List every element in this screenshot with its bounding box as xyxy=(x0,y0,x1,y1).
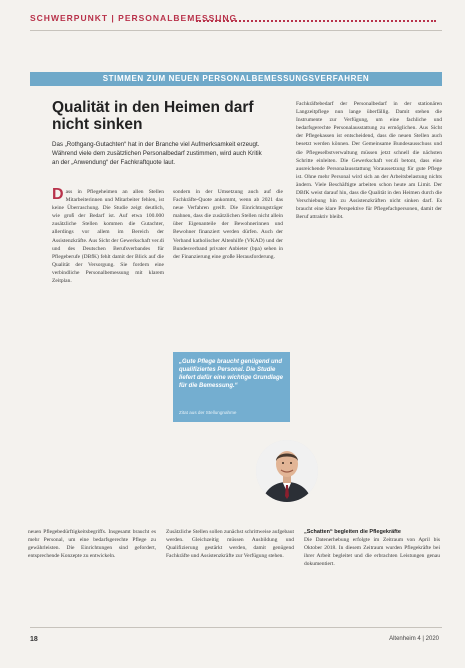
article-headline: Qualität in den Heimen darf nicht sinken xyxy=(52,99,254,133)
bottom-column-2-text: Zusätzliche Stellen sollen zunächst schrittweise aufgebaut werden. Gleichzeitig müssen Ausbildung und Qualifizierung gestärkt werden, damit genügend Fachkräfte und Assistenzkräfte zur Verfügung stehen. xyxy=(166,529,294,560)
article-column-2 xyxy=(173,188,283,261)
bottom-column-1-text: neuen Pflegebedürftigkeitsbegriffs. Insgesamt braucht es mehr Personal, um eine bedarfsgerechte Pflege zu gewährleisten. Die Einrichtungen sind gefordert, entsprechende Konzepte zu entwickeln. xyxy=(28,529,156,560)
section-kicker: SCHWERPUNKT | PERSONALBEMESSUNG xyxy=(30,13,238,23)
top-divider xyxy=(30,30,442,31)
column-2-text: sondern in der Umsetzung auch auf die Fachkräfte-Quote ankommt, wenn ab 2021 das neue Verfahren greift. Die Einrichtungsträger mahnen, dass die zusätzlichen Stellen nicht allein über Eigenanteile der Bewohnerinnen und Bewohner finanziert werden dürfen. Auch der Verband katholischer Altenhilfe (VKAD) und der Bundesverband privater Anbieter (bpa) sehen in der Finanzierung eine große Herausforderung. xyxy=(173,189,283,260)
bottom-column-3 xyxy=(304,528,440,568)
pull-quote-text: „Gute Pflege braucht genügend und qualifiziertes Personal. Die Studie liefert dafür eine wichtige Grundlage für die Bemessung.“ xyxy=(179,359,284,389)
bottom-divider xyxy=(30,627,442,628)
bottom-column-2 xyxy=(166,528,294,560)
topic-banner: STIMMEN ZUM NEUEN PERSONALBEMESSUNGSVERFAHREN xyxy=(30,72,442,86)
article-column-1 xyxy=(52,188,164,285)
column-3-text: Fachkräftebedarf der Personalbedarf in der stationären Langzeitpflege nun lange überfällig. Damit stehen die Instrumente zur Verfügung, um eine fachliche und bedarfsgerechte Personalausstattung zu ermöglichen. Aus Sicht der Pflegekassen ist entscheidend, dass die neuen Stellen auch besetzt werden können. Der Gemeinsame Bundesausschuss und die Pflegeselbstverwaltung müssen jetzt schnell die nächsten Schritte einleiten. Die Gewerkschaft ver.di betont, dass eine ausreichende Personalausstattung Voraussetzung für gute Pflege ist. Ohne mehr Personal wird sich an der Arbeitsbelastung nichts ändern. Viele Beschäftigte arbeiten schon heute am Limit. Der DBfK weist darauf hin, dass die Qualität in den Heimen durch die Verschiebung hin zu Assistenzkräften nicht sinken darf. Es braucht eine klare Perspektive für Pflegefachpersonen, damit der Beruf attraktiv bleibt. xyxy=(296,101,442,221)
person-portrait-icon xyxy=(256,440,318,502)
bottom-column-1 xyxy=(28,528,156,560)
column-1-text: ass in Pflegeheimen an allen Stellen Mitarbeiterinnen und Mitarbeiter fehlen, ist keine Überraschung. Die Studie zeigt deutlich, wie groß der Bedarf ist. Auf etwa 100.000 zusätzliche Stellen kommen die Gutachter, allerdings vor allem im Bereich der Assistenzkräfte. Aus Sicht der Gewerkschaft ver.di und des Deutschen Berufsverbandes für Pflegeberufe (DBfK) fehlt damit der Blick auf die Qualität der Versorgung. Sie fordern eine verbindliche Personalbemessung mit klarem Zeitplan. xyxy=(52,189,164,285)
kicker-dotted-rule xyxy=(196,20,436,22)
bottom-column-3-text: Die Datenerhebung erfolgte im Zeitraum von April bis Oktober 2018. In diesem Zeitraum wurden Pflegekräfte bei ihrer Arbeit begleitet und die erbrachten Leistungen genau dokumentiert. xyxy=(304,537,440,568)
bottom-subheading: „Schatten“ begleiten die Pflegekräfte xyxy=(304,529,401,535)
pull-quote-author: Zitat aus der Stellungnahme xyxy=(179,410,237,415)
portrait-photo xyxy=(256,440,318,502)
article-lede: Das „Rothgang-Gutachten“ hat in der Branche viel Aufmerksamkeit erzeugt. Während viele dem zusätzlichen Personalbedarf zustimmen, wird auch Kritik an der „Anwendung“ der Fachkraftquote laut. xyxy=(52,141,262,166)
magazine-issue: Altenheim 4 | 2020 xyxy=(389,636,439,642)
page-number: 18 xyxy=(30,636,38,643)
drop-cap: D xyxy=(52,186,64,203)
article-column-3 xyxy=(296,100,442,221)
pull-quote-box xyxy=(173,352,290,422)
